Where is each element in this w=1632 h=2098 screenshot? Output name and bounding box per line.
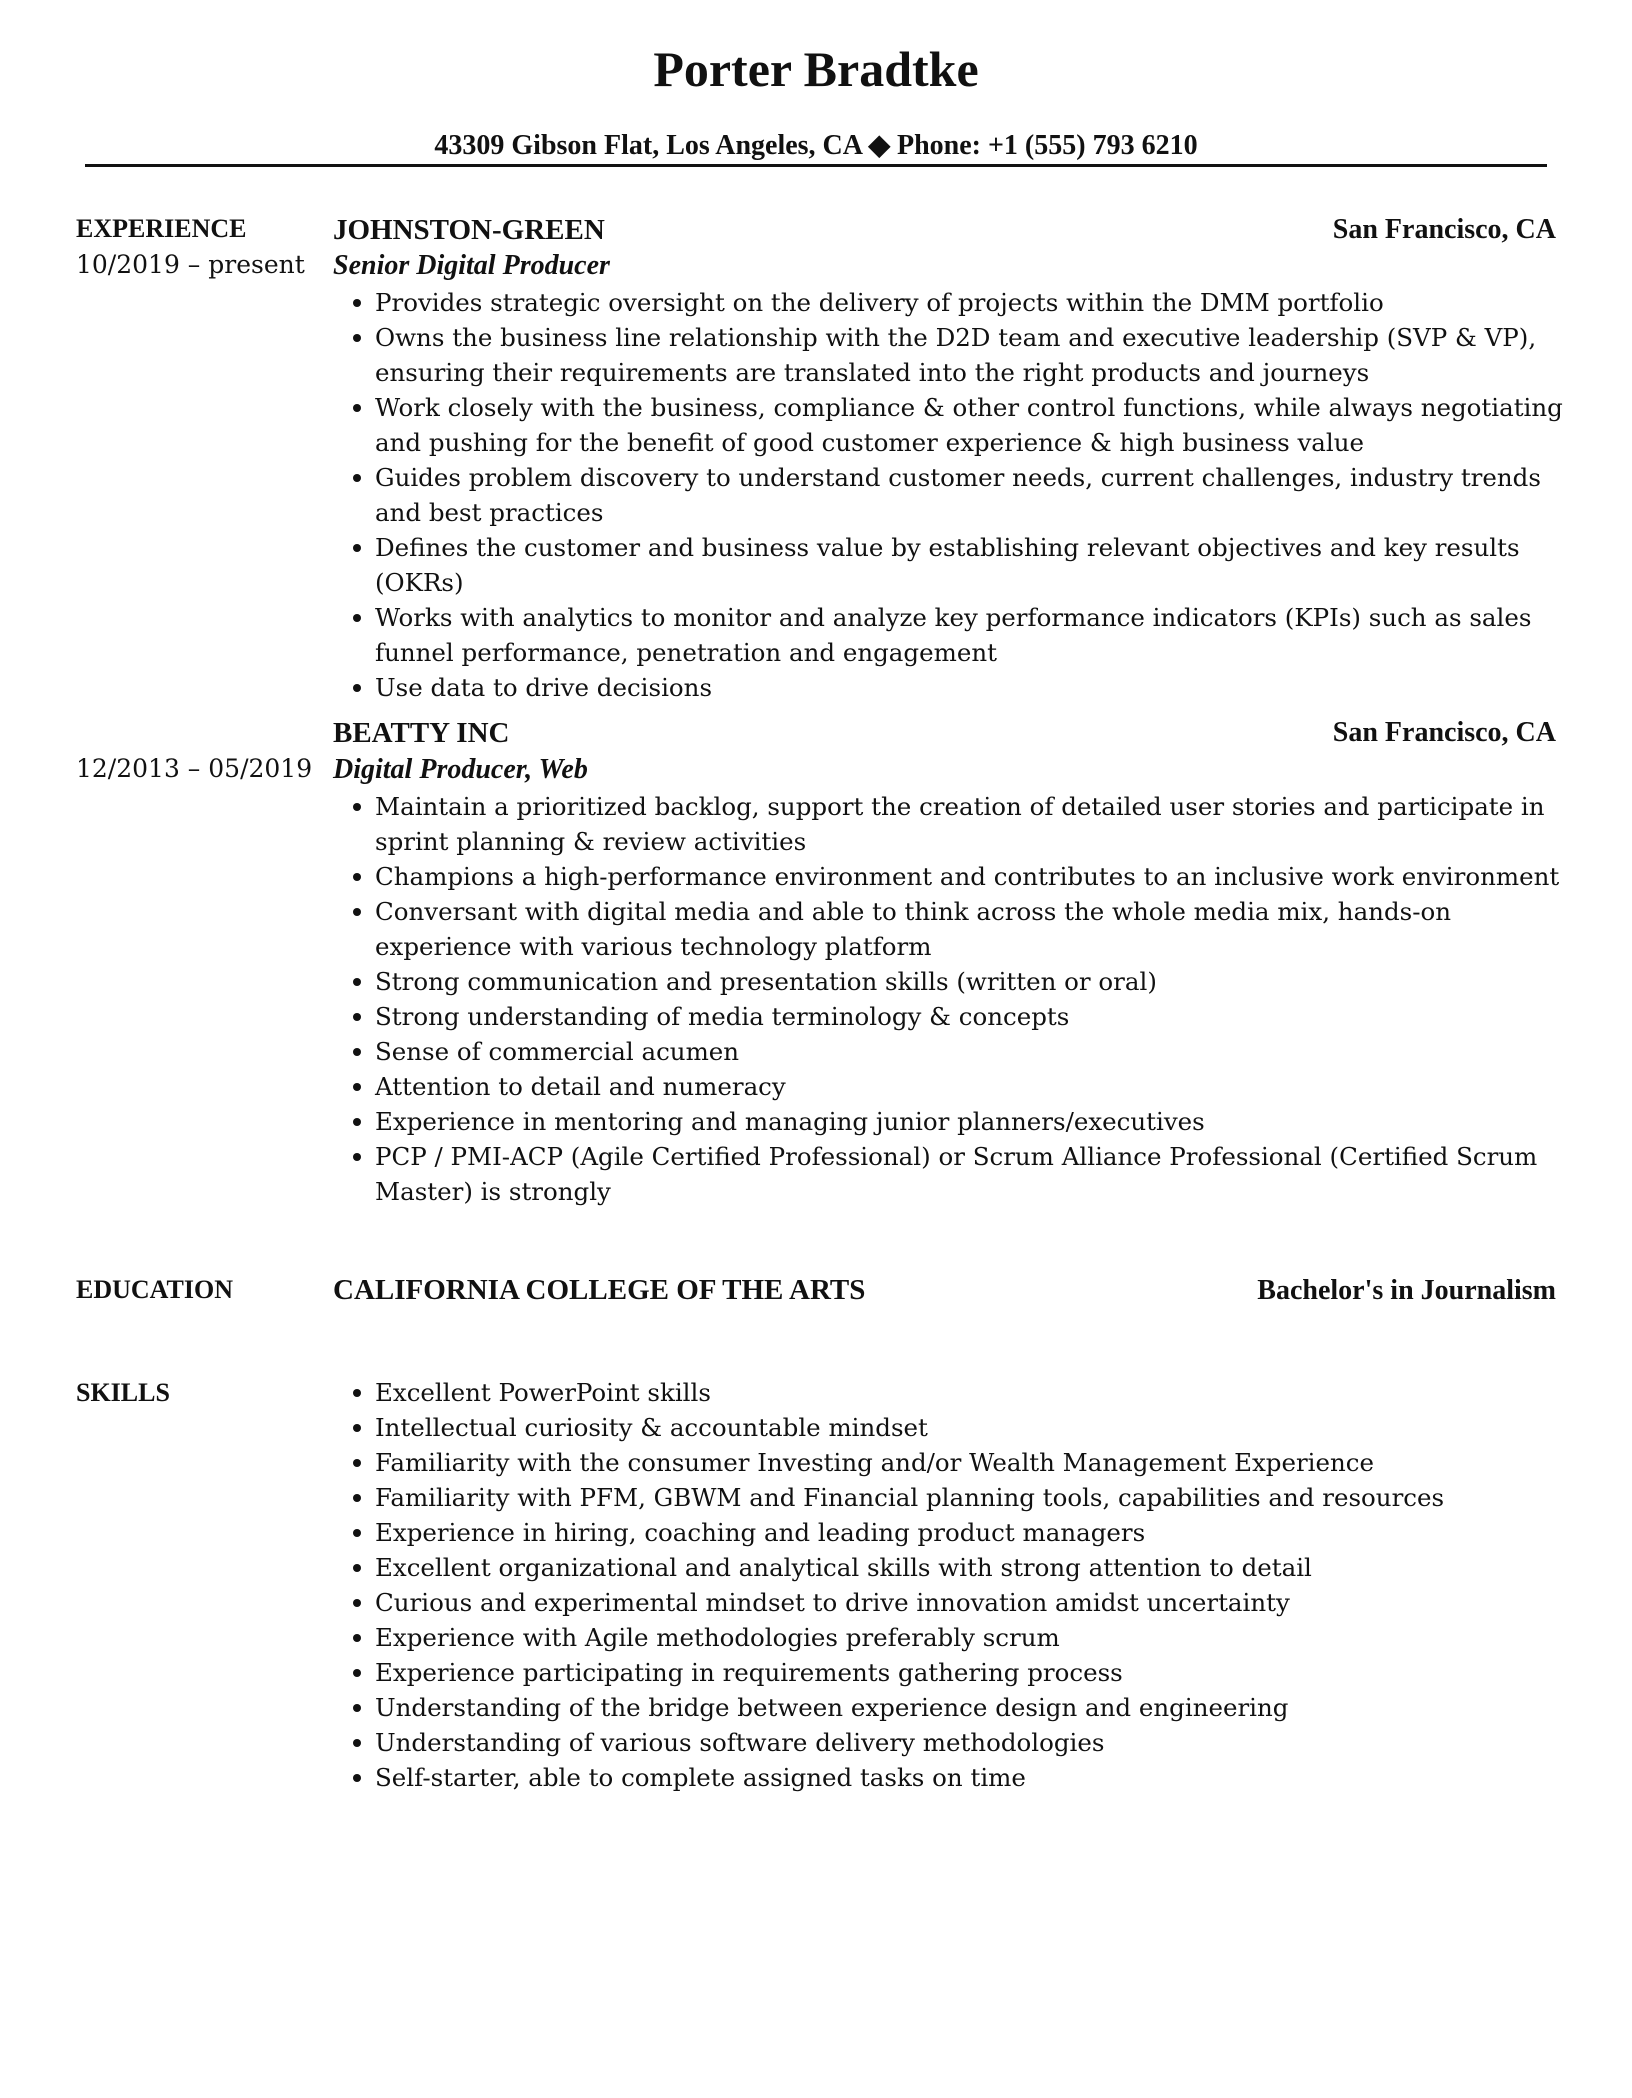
job-bullets xyxy=(375,789,1565,1209)
list-item: Understanding of various software delivery methodologies xyxy=(375,1725,1565,1760)
list-item: Sense of commercial acumen xyxy=(375,1034,1565,1069)
list-item: Works with analytics to monitor and analyze key performance indicators (KPIs) such as sales funnel performance, penetration and engagement xyxy=(375,600,1565,670)
list-item: PCP / PMI-ACP (Agile Certified Professional) or Scrum Alliance Professional (Certified Scrum Master) is strongly xyxy=(375,1139,1565,1209)
list-item: Excellent organizational and analytical skills with strong attention to detail xyxy=(375,1550,1565,1585)
list-item: Curious and experimental mindset to drive innovation amidst uncertainty xyxy=(375,1585,1565,1620)
list-item: Experience with Agile methodologies preferably scrum xyxy=(375,1620,1565,1655)
education-degree: Bachelor's in Journalism xyxy=(1257,1275,1556,1306)
list-item: Strong communication and presentation skills (written or oral) xyxy=(375,964,1565,999)
skills-section-label: SKILLS xyxy=(76,1378,170,1407)
contact-line: 43309 Gibson Flat, Los Angeles, CA ◆ Phone: +1 (555) 793 6210 xyxy=(434,130,1198,161)
list-item: Work closely with the business, compliance & other control functions, while always negotiating and pushing for the benefit of good customer experience & high business value xyxy=(375,390,1565,460)
candidate-name: Porter Bradtke xyxy=(653,41,979,97)
job-dates: 10/2019 – present xyxy=(76,250,305,279)
experience-section-label: EXPERIENCE xyxy=(76,214,247,243)
list-item: Familiarity with PFM, GBWM and Financial planning tools, capabilities and resources xyxy=(375,1480,1565,1515)
job-role: Digital Producer, Web xyxy=(333,754,588,785)
header-divider xyxy=(85,164,1547,167)
list-item: Strong understanding of media terminology & concepts xyxy=(375,999,1565,1034)
list-item: Maintain a prioritized backlog, support the creation of detailed user stories and participate in sprint planning & review activities xyxy=(375,789,1565,859)
list-item: Champions a high-performance environment and contributes to an inclusive work environment xyxy=(375,859,1565,894)
skills-list xyxy=(375,1375,1565,1795)
list-item: Defines the customer and business value by establishing relevant objectives and key results (OKRs) xyxy=(375,530,1565,600)
list-item: Experience in hiring, coaching and leading product managers xyxy=(375,1515,1565,1550)
list-item: Familiarity with the consumer Investing and/or Wealth Management Experience xyxy=(375,1445,1565,1480)
list-item: Self-starter, able to complete assigned tasks on time xyxy=(375,1760,1565,1795)
job-role: Senior Digital Producer xyxy=(333,250,610,281)
list-item: Intellectual curiosity & accountable mindset xyxy=(375,1410,1565,1445)
education-school: CALIFORNIA COLLEGE OF THE ARTS xyxy=(333,1274,866,1306)
job-dates: 12/2013 – 05/2019 xyxy=(76,754,313,783)
list-item: Attention to detail and numeracy xyxy=(375,1069,1565,1104)
list-item: Experience in mentoring and managing junior planners/executives xyxy=(375,1104,1565,1139)
list-item: Owns the business line relationship with the D2D team and executive leadership (SVP & VP), ensuring their requirements are translated into the right products and journeys xyxy=(375,320,1565,390)
job-company: JOHNSTON-GREEN xyxy=(333,214,605,246)
list-item: Guides problem discovery to understand customer needs, current challenges, industry trends and best practices xyxy=(375,460,1565,530)
job-bullets xyxy=(375,285,1565,705)
list-item: Conversant with digital media and able to think across the whole media mix, hands-on experience with various technology platform xyxy=(375,894,1565,964)
list-item: Understanding of the bridge between experience design and engineering xyxy=(375,1690,1565,1725)
list-item: Provides strategic oversight on the delivery of projects within the DMM portfolio xyxy=(375,285,1565,320)
list-item: Excellent PowerPoint skills xyxy=(375,1375,1565,1410)
job-location: San Francisco, CA xyxy=(1332,214,1556,245)
job-location: San Francisco, CA xyxy=(1332,717,1556,748)
education-section-label: EDUCATION xyxy=(76,1275,233,1304)
list-item: Experience participating in requirements gathering process xyxy=(375,1655,1565,1690)
list-item: Use data to drive decisions xyxy=(375,670,1565,705)
job-company: BEATTY INC xyxy=(333,717,510,749)
